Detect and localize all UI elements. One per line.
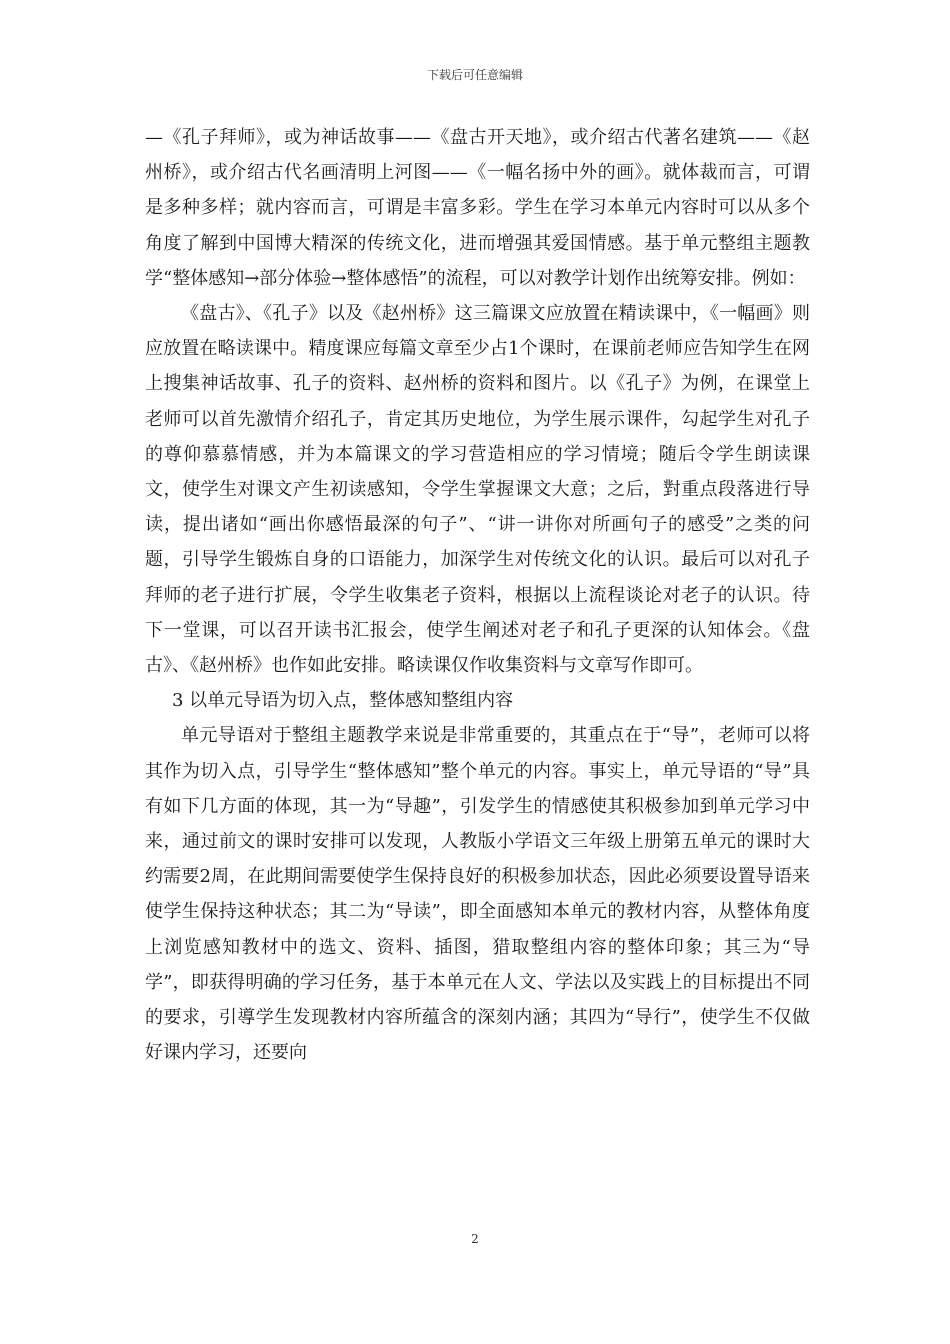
page-number: 2 [471, 1232, 479, 1246]
document-body [145, 120, 810, 1070]
paragraph-3: 单元导语对于整组主题教学来说是非常重要的，其重点在于“导”，老师可以将其作为切入点，引导学生“整体感知”整个单元的内容。事实上，单元导语的“导”具有如下几方面的体现，其一为“导趣”，引发学生的情感使其积极参加到单元学习中来，通过前文的课时安排可以发现，人教版小学语文三年级上册第五单元的课时大约需要2周，在此期间需要使学生保持良好的积极参加状态，因此必须要设置导语来使学生保持这种状态；其二为“导读”，即全面感知本单元的教材内容，从整体角度上浏览感知教材中的选文、资料、插图，猎取整组内容的整体印象；其三为“导学”，即获得明确的学习任务，基于本单元在人文、学法以及实践上的目标提出不同的要求，引導学生发现教材内容所蕴含的深刻内涵；其四为“导行”，使学生不仅做好课内学习，还要向 [145, 725, 810, 1064]
paragraph-1: —《孔子拜师》，或为神话故事——《盘古开天地》，或介绍古代著名建筑——《赵州桥》，或介绍古代名画清明上河图——《一幅名扬中外的画》。就体裁而言，可谓是多种多样；就内容而言，可谓是丰富多彩。学生在学习本单元内容时可以从多个角度了解到中国博大精深的传统文化，进而增强其爱国情感。基于单元整组主题教学“整体感知→部分体验→整体感悟”的流程，可以对教学计划作出统筹安排。例如： [145, 127, 810, 289]
paragraph-2: 《盘古》、《孔子》以及《赵州桥》这三篇课文应放置在精读课中，《一幅画》则应放置在略读课中。精度课应每篇文章至少占1个课时，在课前老师应告知学生在网上搜集神话故事、孔子的资料、赵州桥的资料和图片。以《孔子》为例，在课堂上老师可以首先激情介绍孔子，肯定其历史地位，为学生展示课件，勾起学生对孔子的尊仰慕慕情感，并为本篇课文的学习营造相应的学习情境；随后令学生朗读课文，使学生对课文产生初读感知，令学生掌握课文大意；之后，對重点段落进行导读，提出诸如“画出你感悟最深的句子”、“讲一讲你对所画句子的感受”之类的问题，引导学生锻炼自身的口语能力，加深学生对传统文化的认识。最后可以对孔子拜师的老子进行扩展，令学生收集老子资料，根据以上流程谈论对老子的认识。待下一堂课，可以召开读书汇报会，使学生阐述对老子和孔子更深的认知体会。《盘古》、《赵州桥》也作如此安排。略读课仅作收集资料与文章写作即可。 [145, 303, 810, 677]
section-heading: 3 以单元导语为切入点，整体感知整组内容 [172, 690, 514, 712]
page-header: 下载后可任意编辑 [426, 68, 523, 82]
